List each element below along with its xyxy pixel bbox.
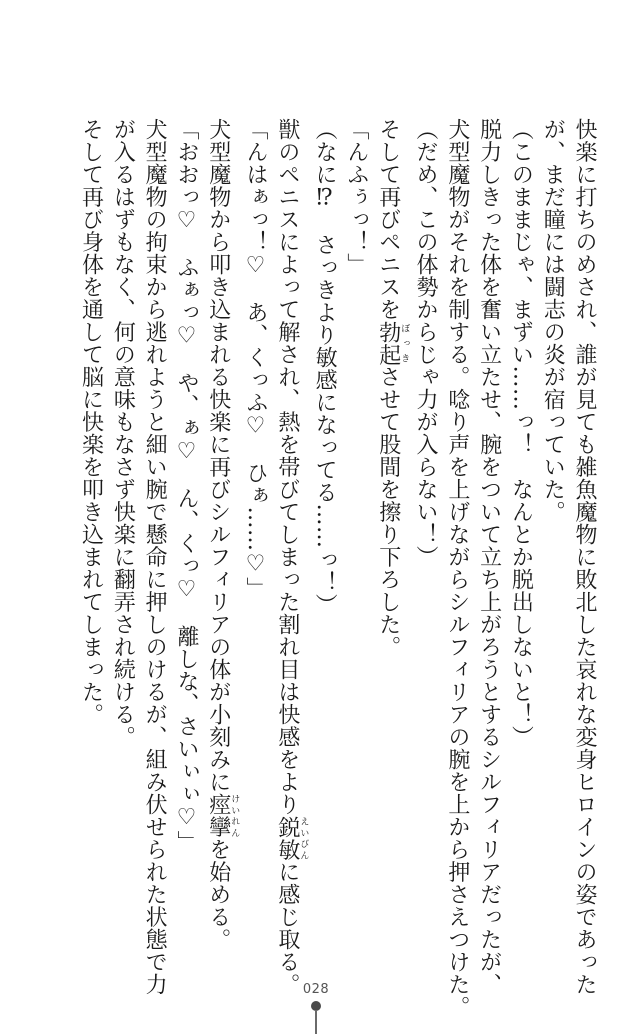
- ruby-annotation: 鋭敏えいびん: [274, 815, 309, 861]
- text-line: 犬型魔物がそれを制する。唸り声を上げながらシルフィリアの腕を上から押さえつけた。: [444, 118, 470, 1018]
- text-line: （だめ、この体勢からじゃ力が入らない！）: [413, 118, 439, 568]
- text-line: 快楽に打ちのめされ、誰が見ても雑魚魔物に敗北した哀れな変身ヒロインの姿であった: [572, 118, 597, 996]
- text-line: 「んはぁっ！♡ あ、くっふ♡ ひぁ……♡」: [243, 118, 269, 600]
- text-line: が入るはずもなく、何の意味もなさず快楽に翻弄され続ける。: [110, 118, 136, 748]
- text-line: そして再びペニスを勃起ぼっきさせて股間を擦り下ろした。: [375, 118, 410, 658]
- text-line: そして再び身体を通して脳に快楽を叩き込まれてしまった。: [78, 118, 104, 726]
- ruby-annotation: 勃起ぼっき: [375, 320, 410, 366]
- text-line: 「おおっ♡ ふぁっ♡ や、ぁ♡ ん、くっ♡ 離しな、さいぃぃ♡」: [173, 118, 199, 853]
- text-line: 「んふぅっ！」: [343, 118, 369, 276]
- text-line: 脱力しきった体を奮い立たせ、腕をついて立ち上がろうとするシルフィリアだったが、: [476, 118, 502, 996]
- ruby-annotation: 痙攣けいれん: [205, 793, 240, 838]
- text-line: が、まだ瞳には闘志の炎が宿っていた。: [540, 118, 566, 523]
- text-line: （なに⁉ さっきより敏感になってる……っ！）: [312, 118, 338, 616]
- page-number: 028: [302, 982, 330, 997]
- text-line: 犬型魔物から叩き込まれる快楽に再びシルフィリアの体が小刻みに痙攣けいれんを始める。: [205, 118, 240, 951]
- text-line: （このままじゃ、まずい……っ！ なんとか脱出しないと！）: [508, 118, 534, 748]
- page-marker-line: [315, 1010, 317, 1034]
- text-line: 獣のペニスによって解され、熱を帯びてしまった割れ目は快感をより鋭敏えいびんに感じ取る。: [274, 118, 309, 996]
- text-line: 犬型魔物の拘束から逃れようと細い腕で懸命に押しのけるが、組み伏せられた状態で力: [142, 118, 168, 996]
